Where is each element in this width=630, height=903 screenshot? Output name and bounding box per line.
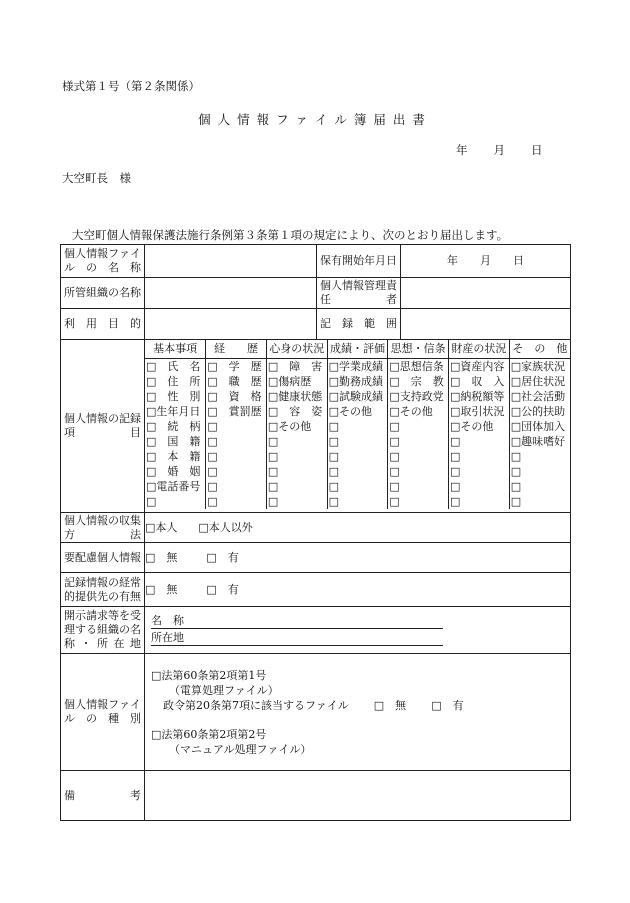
record-category-header: 財産の状況 [449, 340, 510, 359]
purpose-field[interactable] [145, 309, 317, 340]
record-item-checkbox[interactable]: □その他 [388, 404, 449, 419]
disclosure-name-field[interactable]: 名 称 [151, 614, 443, 629]
ordinance-note: 政令第20条第7項に該当するファイル [163, 698, 349, 712]
form-number: 様式第１号（第２条関係） [62, 79, 200, 93]
record-item-checkbox[interactable]: □ 氏 名 [146, 359, 201, 373]
disclosure-org-label: 開示請求等を受理する組織の名称・所在地 [61, 607, 145, 654]
start-date-label: 保有開始年月日 [317, 245, 401, 278]
type-option-manual[interactable]: □法第60条第2項第2号 [151, 727, 267, 741]
file-name-label: 個人情報ファイルの名称 [61, 245, 145, 278]
record-item-checkbox[interactable]: □ 障 害 [266, 359, 327, 375]
record-item-checkbox[interactable]: □ [449, 449, 510, 464]
record-category-header: 心身の状況 [266, 340, 327, 359]
record-category-header: 基本事項 [145, 340, 206, 359]
org-name-label: 所管組織の名称 [61, 278, 145, 309]
record-item-checkbox[interactable]: □ 続 柄 [146, 419, 201, 433]
record-item-checkbox[interactable]: □その他 [449, 419, 510, 434]
purpose-label: 利用目的 [61, 309, 145, 340]
ordinance-option-none[interactable]: □ 無 [373, 698, 407, 712]
record-item-checkbox[interactable]: □傷病歴 [266, 374, 327, 389]
record-item-checkbox[interactable]: □ [206, 419, 267, 434]
record-item-checkbox[interactable]: □ [206, 464, 267, 479]
start-date-field[interactable]: 年 月 日 [401, 245, 571, 278]
sensitive-info-label: 要配慮個人情報 [61, 543, 145, 573]
record-category-header: そ の 他 [509, 340, 570, 359]
addressee: 大空町長 様 [62, 171, 131, 185]
record-item-checkbox[interactable]: □ [206, 434, 267, 449]
record-item-checkbox[interactable]: □その他 [266, 419, 327, 434]
record-item-checkbox[interactable]: □ 容 姿 [266, 404, 327, 419]
manager-field[interactable] [401, 278, 571, 309]
intro-text: 大空町個人情報保護法施行条例第３条第１項の規定により、次のとおり届出します。 [72, 228, 509, 242]
record-category-header: 思想・信条 [388, 340, 449, 359]
disclosure-address-field[interactable]: 所在地 [151, 631, 443, 646]
record-category-header: 経 歴 [206, 340, 267, 359]
record-item-checkbox[interactable]: □ [266, 464, 327, 479]
record-item-checkbox[interactable]: □ 国 籍 [146, 434, 201, 448]
record-item-checkbox[interactable]: □ [266, 494, 327, 509]
record-scope-field[interactable] [401, 309, 571, 340]
record-item-checkbox[interactable]: □ [449, 434, 510, 449]
record-item-checkbox[interactable]: □ [509, 479, 570, 494]
record-item-checkbox[interactable]: □ 学 歴 [206, 359, 267, 375]
record-item-checkbox[interactable]: □ [388, 449, 449, 464]
record-item-checkbox[interactable]: □ [388, 434, 449, 449]
file-name-field[interactable] [145, 245, 317, 278]
record-item-checkbox[interactable]: □ [449, 494, 510, 509]
record-items-table [145, 340, 570, 509]
registration-form [60, 244, 571, 821]
record-item-checkbox[interactable]: □ [509, 494, 570, 509]
record-item-checkbox[interactable]: □ 賞罰歴 [206, 404, 267, 419]
type-electronic-sub: （電算処理ファイル） [169, 683, 279, 697]
record-item-checkbox[interactable]: □ [388, 479, 449, 494]
record-item-checkbox[interactable]: □ [266, 479, 327, 494]
record-item-checkbox[interactable]: □家族状況 [509, 359, 570, 375]
record-item-checkbox[interactable]: □公的扶助 [509, 404, 570, 419]
record-item-checkbox[interactable]: □勤務成績 [327, 374, 388, 389]
record-item-checkbox[interactable]: □ [388, 494, 449, 509]
record-item-checkbox[interactable]: □趣味嗜好 [509, 434, 570, 449]
record-item-checkbox[interactable]: □ 宗 教 [388, 374, 449, 389]
record-item-checkbox[interactable]: □支持政党 [388, 389, 449, 404]
record-scope-label: 記録範囲 [317, 309, 401, 340]
record-item-checkbox[interactable]: □思想信条 [388, 359, 449, 375]
record-item-checkbox[interactable]: □資産内容 [449, 359, 510, 375]
record-item-checkbox[interactable]: □納税額等 [449, 389, 510, 404]
record-item-checkbox[interactable]: □取引状況 [449, 404, 510, 419]
record-item-checkbox[interactable]: □ [206, 479, 267, 494]
record-item-checkbox[interactable]: □ [509, 464, 570, 479]
page-title: 個人情報ファイル簿届出書 [198, 112, 432, 127]
record-item-checkbox[interactable]: □ 職 歴 [206, 374, 267, 389]
type-manual-sub: （マニュアル処理ファイル） [169, 742, 312, 756]
record-item-checkbox[interactable]: □ [206, 494, 267, 509]
record-item-checkbox[interactable]: □生年月日 [146, 404, 201, 418]
record-item-checkbox[interactable]: □健康状態 [266, 389, 327, 404]
record-item-checkbox[interactable]: □ [327, 494, 388, 509]
sensitive-option-none[interactable]: □ 無 [145, 550, 178, 564]
record-item-checkbox[interactable]: □ [449, 464, 510, 479]
record-category-header: 成績・評価 [327, 340, 388, 359]
record-item-checkbox[interactable]: □ 婚 姻 [146, 464, 201, 478]
record-item-checkbox[interactable]: □居住状況 [509, 374, 570, 389]
record-item-checkbox[interactable]: □学業成績 [327, 359, 388, 375]
record-items-label: 個人情報の記録項目 [61, 340, 145, 513]
record-item-checkbox[interactable]: □ 資 格 [206, 389, 267, 404]
org-name-field[interactable] [145, 278, 317, 309]
sensitive-option-yes[interactable]: □ 有 [206, 550, 239, 564]
record-item-checkbox[interactable]: □ 収 入 [449, 374, 510, 389]
provision-option-none[interactable]: □ 無 [145, 582, 178, 596]
record-item-checkbox[interactable]: □団体加入 [509, 419, 570, 434]
record-item-checkbox[interactable]: □ 住 所 [146, 374, 201, 388]
record-item-checkbox[interactable]: □ [388, 464, 449, 479]
record-item-checkbox[interactable]: □その他 [327, 404, 388, 419]
record-item-checkbox[interactable]: □ 性 別 [146, 389, 201, 403]
record-item-checkbox[interactable]: □ [146, 494, 157, 508]
record-item-checkbox[interactable]: □電話番号 [146, 479, 201, 493]
record-item-checkbox[interactable]: □ [266, 449, 327, 464]
file-type-field [145, 654, 571, 771]
remarks-label: 備 考 [61, 771, 145, 821]
record-item-checkbox[interactable]: □試験成績 [327, 389, 388, 404]
record-item-checkbox[interactable]: □ [327, 419, 388, 434]
manager-label: 個人情報管理責任者 [317, 278, 401, 309]
record-item-checkbox[interactable]: □ [327, 434, 388, 449]
provision-label: 記録情報の経常的提供先の有無 [61, 573, 145, 607]
record-item-checkbox[interactable]: □ [327, 464, 388, 479]
record-items-grid [145, 340, 571, 513]
collection-method-field [145, 513, 571, 543]
collection-method-label: 個人情報の収集方法 [61, 513, 145, 543]
disclosure-org-field [145, 607, 571, 654]
provision-field [145, 573, 571, 607]
record-item-checkbox[interactable]: □ [449, 479, 510, 494]
record-item-checkbox[interactable]: □ [509, 449, 570, 464]
record-item-checkbox[interactable]: □ 本 籍 [146, 449, 201, 463]
collection-option-self[interactable]: □本人 [145, 520, 178, 534]
record-item-checkbox[interactable]: □ [388, 419, 449, 434]
record-item-checkbox[interactable]: □ [327, 479, 388, 494]
collection-option-other[interactable]: □本人以外 [198, 520, 253, 534]
record-item-checkbox[interactable]: □ [327, 449, 388, 464]
submission-date: 年 月 日 [456, 143, 544, 157]
record-item-checkbox[interactable]: □社会活動 [509, 389, 570, 404]
type-option-electronic[interactable]: □法第60条第2項第1号 [151, 668, 267, 682]
provision-option-yes[interactable]: □ 有 [206, 582, 239, 596]
record-item-checkbox[interactable]: □ [206, 449, 267, 464]
file-type-label: 個人情報ファイルの種別 [61, 654, 145, 771]
sensitive-info-field [145, 543, 571, 573]
record-item-checkbox[interactable]: □ [266, 434, 327, 449]
ordinance-option-yes[interactable]: □ 有 [431, 698, 464, 712]
remarks-field[interactable] [145, 771, 571, 821]
